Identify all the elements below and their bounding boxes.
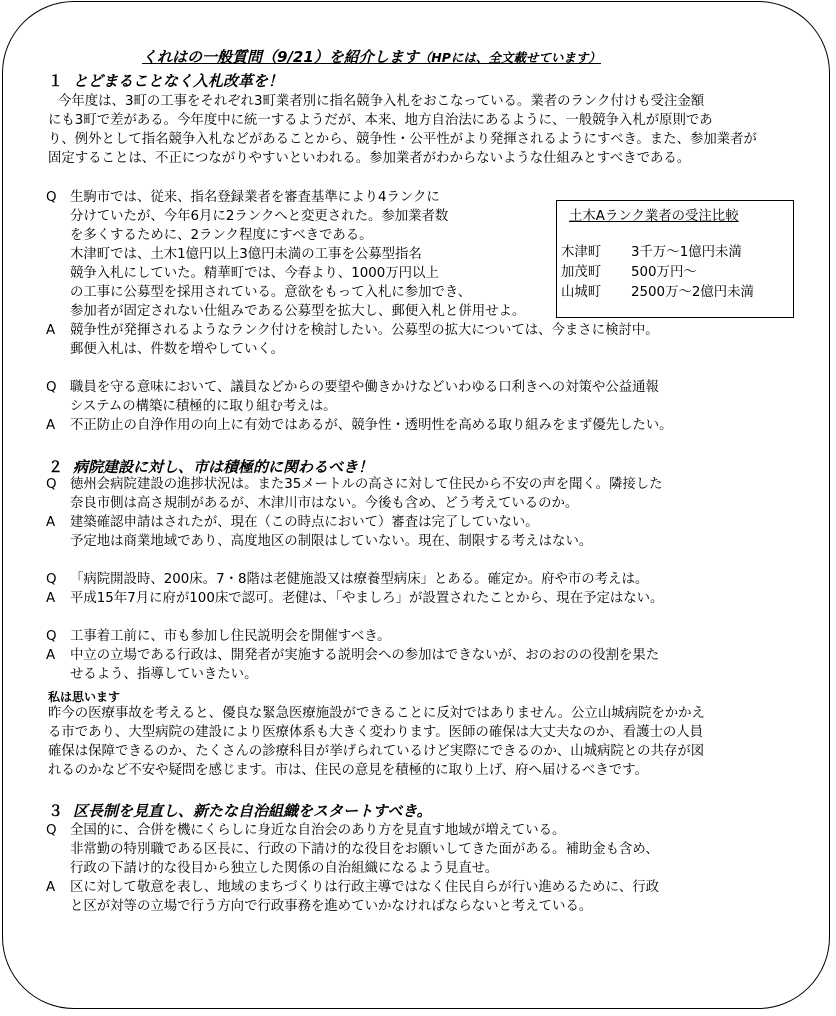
opinion-line: 昨今の医療事故を考えると、優良な緊急医療施設ができることに反対ではありません。公立山城病院をかかえ [48, 706, 705, 721]
question-line: Q 徳州会病院建設の進捗状況は。また35メートルの高さに対して住民から不安の声を聞く。隣接した [46, 477, 663, 492]
opinion-line: れるのかなど不安や疑問を感じます。市は、住民の意見を積極的に取り上げ、府へ届けるべきです。 [48, 763, 648, 778]
question-line: Q 工事着工前に、市も参加し住民説明会を開催すべき。 [46, 629, 391, 644]
answer-line: A 不正防止の自浄作用の向上に有効ではあるが、競争性・透明性を高める取り組みをまず優先したい。 [46, 418, 673, 433]
answer-line: A 平成15年7月に府が100床で認可。老健は、「やましろ」が設置されたことから、現在予定はない。 [46, 591, 664, 606]
s1-intro-line: にも3町で差がある。今年度中に統一するようだが、本来、地方自治法にあるように、一般競争入札が原則であ [48, 113, 713, 128]
answer-line: A 中立の立場である行政は、開発者が実施する説明会への参加はできないが、おのおのの役割を果た [46, 648, 660, 663]
question-line: Q 職員を守る意味において、議員などからの要望や働きかけなどいわゆる口利きへの対策や公益通報 [46, 380, 659, 395]
question-line: 競争入札にしていた。精華町では、今春より、1000万円以上 [70, 266, 439, 281]
answer-line: せるよう、指導していきたい。 [70, 667, 258, 682]
opinion-line: る市であり、大型病院の建設により医療体系も大きく変わります。医師の確保は大丈夫なのか、看護士の人員 [48, 725, 704, 740]
question-line: Q 生駒市では、従来、指名登録業者を審査基準により4ランクに [46, 190, 440, 205]
answer-line: 予定地は商業地域であり、高度地区の制限はしていない。現在、制限する考えはない。 [70, 534, 593, 549]
comparison-row: 木津町 3千万～1億円未満 [561, 245, 742, 260]
question-line: を多くするために、2ランク程度にすべきである。 [70, 228, 373, 243]
page-title: くれはの一般質問（9/21）を紹介します（HPには、全文載せています） [142, 48, 601, 66]
question-line: システムの構築に積極的に取り組む考えは。 [70, 399, 337, 414]
opinion-line: 確保は保障できるのか、たくさんの診療科目が挙げられているけど実際にできるのか、山城病院との共存が図 [48, 744, 705, 759]
answer-line: A 建築確認申請はされたが、現在（この時点において）審査は完了していない。 [46, 515, 539, 530]
s1-intro-line: 固定することは、不正につながりやすいといわれる。参加業者がわからないような仕組みとすべきである。 [48, 151, 691, 166]
question-line: 行政の下請け的な役目から独立した関係の自治組織になるよう見直せ。 [70, 861, 499, 876]
answer-line: と区が対等の立場で行う方向で行政事務を進めていかなければならないと考えている。 [70, 899, 593, 914]
s1-intro-line: り、例外として指名競争入札などがあることから、競争性・公平性がより発揮されるようにすべき。また、参加業者が [48, 132, 757, 147]
comparison-row: 山城町 2500万～2億円未満 [561, 285, 754, 300]
question-line: の工事に公募型を採用されている。意欲をもって入札に参加でき、 [70, 285, 472, 300]
s1-intro-line: 今年度は、3町の工事をそれぞれ3町業者別に指名競争入札をおこなっている。業者のランク付けも受注金額 [58, 94, 705, 109]
question-line: 木津町では、土木1億円以上3億円未満の工事を公募型指名 [70, 247, 422, 262]
answer-line: A 競争性が発揮されるようなランク付けを検討したい。公募型の拡大については、今まさに検討中。 [46, 323, 659, 338]
answer-line: 郵便入札は、件数を増やしていく。 [70, 342, 284, 357]
question-line: 分けていたが、今年6月に2ランクへと変更された。参加業者数 [70, 209, 449, 224]
question-line: 奈良市側は高さ規制があるが、木津川市はない。今後も含め、どう考えているのか。 [70, 496, 579, 511]
section-2-heading: ２ 病院建設に対し、市は積極的に関わるべき！ [48, 458, 374, 476]
question-line: 参加者が固定されない仕組みである公募型を拡大し、郵便入札と併用せよ。 [70, 304, 526, 319]
question-line: Q 全国的に、合併を機にくらしに身近な自治会のあり方を見直す地域が増えている。 [46, 823, 566, 838]
page-subtitle: （HPには、全文載せています） [418, 50, 601, 65]
comparison-table-title: 土木Aランク業者の受注比較 [569, 209, 739, 224]
comparison-table [556, 200, 794, 318]
section-3-heading: ３ 区長制を見直し、新たな自治組織をスタートすべき。 [48, 802, 432, 820]
comparison-row: 加茂町 500万円～ [561, 265, 697, 280]
opinion-heading: 私は思います [48, 690, 121, 704]
question-line: 非常勤の特別職である区長に、行政の下請け的な役目をお願いしてきた面がある。補助金も含め、 [70, 842, 659, 857]
answer-line: A 区に対して敬意を表し、地域のまちづくりは行政主導ではなく住民自らが行い進めるために、行政 [46, 880, 660, 895]
question-line: Q 「病院開設時、200床。7・8階は老健施設又は療養型病床」とある。確定か。府や市の考えは。 [46, 572, 649, 587]
section-1-heading: １ とどまることなく入札改革を！ [48, 72, 284, 90]
